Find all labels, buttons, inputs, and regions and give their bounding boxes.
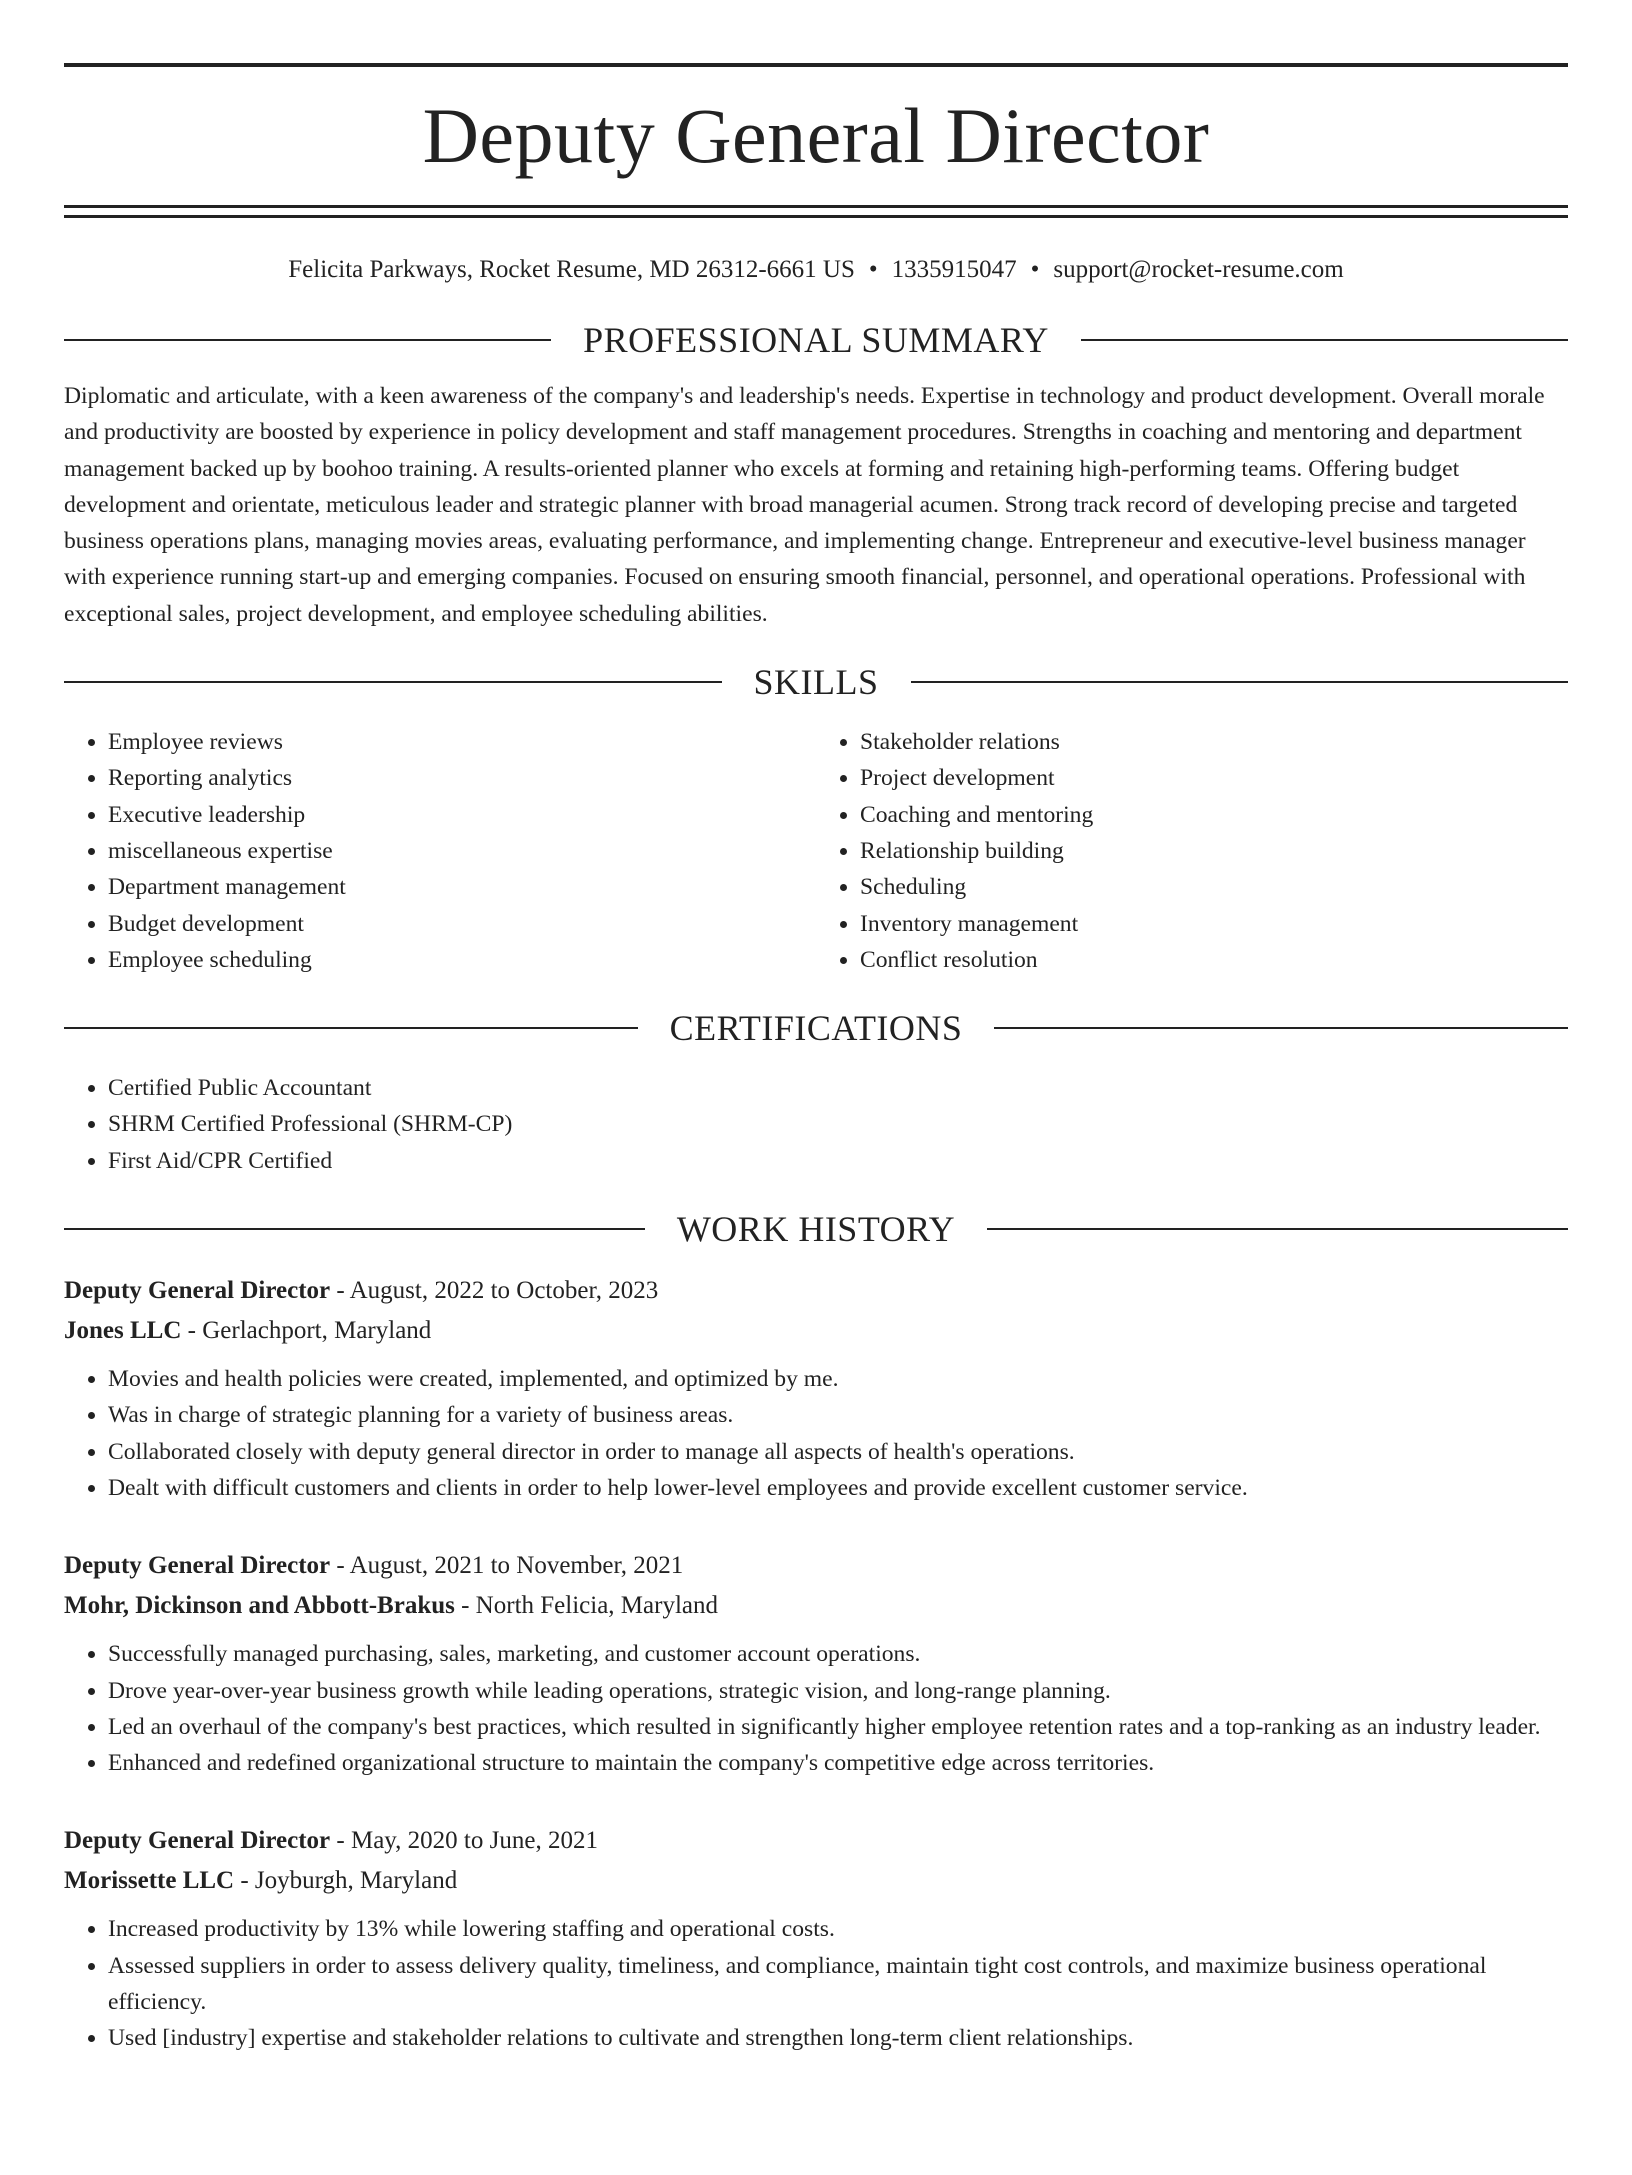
skill-item: • Stakeholder relations <box>860 724 1568 760</box>
skill-item: • Department management <box>108 869 816 905</box>
skills-list-right <box>816 724 1568 978</box>
skill-item: • Employee reviews <box>108 724 816 760</box>
skill-item: • Project development <box>860 760 1568 796</box>
contact-separator: • <box>868 256 878 283</box>
job-dates: - August, 2021 to November, 2021 <box>330 1552 684 1580</box>
job-location: - Joyburgh, Maryland <box>234 1867 458 1895</box>
job-bullet: • Enhanced and redefined organizational structure to maintain the company's competitive edge across territories. <box>108 1745 1568 1781</box>
heading-rule-right <box>987 1228 1568 1230</box>
job-bullet: • Increased productivity by 13% while lowering staffing and operational costs. <box>108 1911 1568 1947</box>
job-title: Deputy General Director <box>64 1552 331 1580</box>
heading-rule-right <box>994 1027 1568 1029</box>
job-company: Morissette LLC <box>64 1867 235 1895</box>
section-title: SKILLS <box>753 662 879 703</box>
job-dates: - May, 2020 to June, 2021 <box>330 1827 598 1855</box>
job-bullets <box>64 1636 1568 1781</box>
skill-item: • Employee scheduling <box>108 942 816 978</box>
section-heading-summary <box>64 318 1568 362</box>
job-location: - Gerlachport, Maryland <box>181 1317 432 1345</box>
job-title-line <box>64 1821 1568 1861</box>
job-title-line <box>64 1271 1568 1311</box>
section-title: PROFESSIONAL SUMMARY <box>583 320 1049 360</box>
job-bullet: • Was in charge of strategic planning for a variety of business areas. <box>108 1397 1568 1433</box>
section-heading-work-history <box>64 1207 1568 1251</box>
heading-rule-left <box>64 339 551 341</box>
contact-email[interactable]: support@rocket-resume.com <box>1053 256 1344 283</box>
title-double-rule <box>64 205 1568 218</box>
skill-item: • miscellaneous expertise <box>108 833 816 869</box>
certification-item: • Certified Public Accountant <box>108 1070 1568 1106</box>
contact-separator: • <box>1030 256 1040 283</box>
job-bullet: • Collaborated closely with deputy general director in order to manage all aspects of health's operations. <box>108 1434 1568 1470</box>
job-entry <box>64 1271 1568 1506</box>
skill-item: • Inventory management <box>860 906 1568 942</box>
skill-item: • Executive leadership <box>108 797 816 833</box>
heading-rule-left <box>64 1027 638 1029</box>
skill-item: • Budget development <box>108 906 816 942</box>
summary-text: Diplomatic and articulate, with a keen awareness of the company's and leadership's needs. Expertise in technology and product development. Overall morale and productivity are boosted by experience in policy development and staff management procedures. Strengths in coaching and mentoring and department management backed up by boohoo training. A results-oriented planner who excels at forming and retaining high-performing teams. Offering budget development and orientate, meticulous leader and strategic planner with broad managerial acumen. Strong track record of developing precise and targeted business operations plans, managing movies areas, evaluating performance, and implementing change. Entrepreneur and executive-level business manager with experience running start-up and emerging companies. Focused on ensuring smooth financial, personnel, and operational operations. Professional with exceptional sales, project development, and employee scheduling abilities. <box>64 383 1545 627</box>
skills-grid <box>64 724 1568 978</box>
skill-item: • Conflict resolution <box>860 942 1568 978</box>
job-location: - North Felicia, Maryland <box>454 1592 718 1620</box>
section-title: CERTIFICATIONS <box>669 1008 963 1049</box>
contact-line <box>64 250 1568 290</box>
job-company-line <box>64 1861 1568 1901</box>
job-bullets <box>64 1361 1568 1506</box>
resume-page <box>0 63 1632 2175</box>
page-title: Deputy General Director <box>422 92 1210 179</box>
skill-item: • Relationship building <box>860 833 1568 869</box>
contact-phone: 1335915047 <box>891 256 1017 283</box>
job-entry <box>64 1821 1568 2056</box>
contact-address: Felicita Parkways, Rocket Resume, MD 26312-6661 US <box>288 256 855 283</box>
section-heading-certifications <box>64 1006 1568 1050</box>
job-company-line <box>64 1311 1568 1351</box>
job-bullet: • Successfully managed purchasing, sales, marketing, and customer account operations. <box>108 1636 1568 1672</box>
section-title: WORK HISTORY <box>676 1209 956 1250</box>
job-title-line <box>64 1546 1568 1586</box>
job-bullet: • Led an overhaul of the company's best practices, which resulted in significantly higher employee retention rates and a top-ranking as an industry leader. <box>108 1709 1568 1745</box>
job-bullet: • Movies and health policies were created, implemented, and optimized by me. <box>108 1361 1568 1397</box>
skills-list-left <box>64 724 816 978</box>
job-title: Deputy General Director <box>64 1277 331 1305</box>
skill-item: • Scheduling <box>860 869 1568 905</box>
job-bullets <box>64 1911 1568 2056</box>
job-dates: - August, 2022 to October, 2023 <box>330 1277 659 1305</box>
certification-item: • First Aid/CPR Certified <box>108 1143 1568 1179</box>
heading-rule-right <box>911 681 1569 683</box>
job-company: Jones LLC <box>64 1317 182 1345</box>
heading-rule-left <box>64 681 722 683</box>
job-bullet: • Dealt with difficult customers and clients in order to help lower-level employees and provide excellent customer service. <box>108 1470 1568 1506</box>
skill-item: • Reporting analytics <box>108 760 816 796</box>
certification-item: • SHRM Certified Professional (SHRM-CP) <box>108 1106 1568 1142</box>
section-heading-skills <box>64 660 1568 704</box>
job-entry <box>64 1546 1568 1781</box>
heading-rule-right <box>1081 339 1568 341</box>
job-bullet: • Assessed suppliers in order to assess delivery quality, timeliness, and compliance, maintain tight cost controls, and maximize business operational efficiency. <box>108 1948 1568 2021</box>
heading-rule-left <box>64 1228 645 1230</box>
job-company: Mohr, Dickinson and Abbott-Brakus <box>64 1592 455 1620</box>
certifications-list <box>64 1070 1568 1179</box>
job-title: Deputy General Director <box>64 1827 331 1855</box>
job-bullet: • Drove year-over-year business growth while leading operations, strategic vision, and long-range planning. <box>108 1673 1568 1709</box>
job-bullet: • Used [industry] expertise and stakeholder relations to cultivate and strengthen long-term client relationships. <box>108 2020 1568 2056</box>
skill-item: • Coaching and mentoring <box>860 797 1568 833</box>
job-company-line <box>64 1586 1568 1626</box>
